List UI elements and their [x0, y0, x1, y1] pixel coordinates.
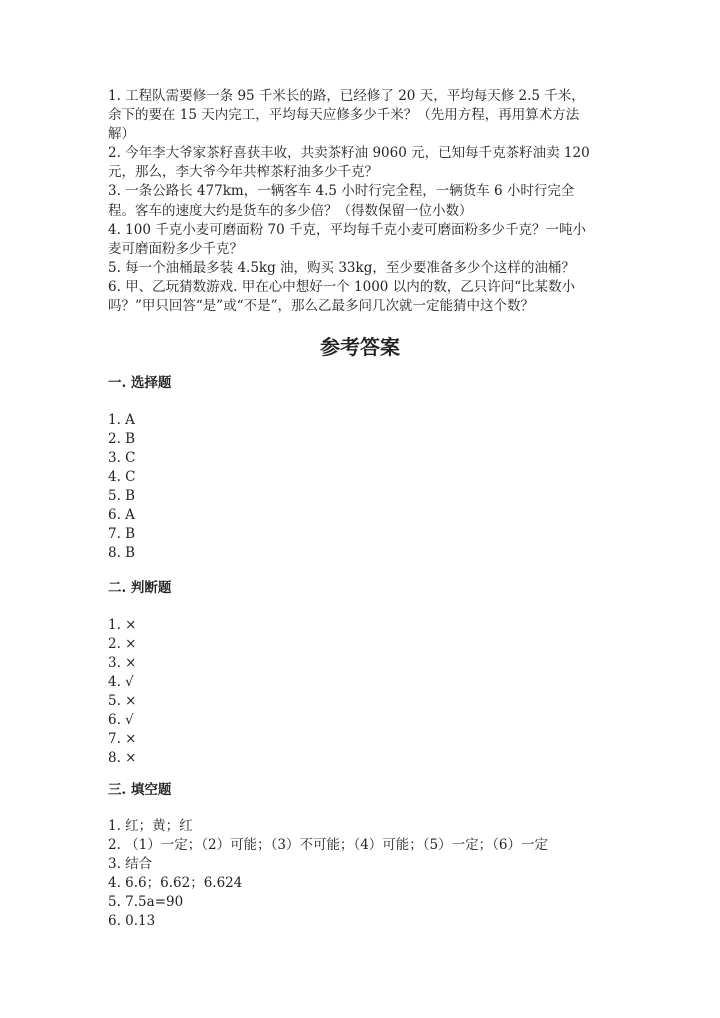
question-line: 2. 今年李大爷家茶籽喜获丰收，共卖茶籽油 9060 元，已知每千克茶籽油卖 120	[108, 145, 590, 162]
answer-item: 5. B	[108, 488, 136, 504]
answer-title: 参考答案	[320, 335, 400, 359]
question-item	[108, 278, 628, 316]
question-item	[108, 259, 628, 278]
question-line: 余下的要在 15 天内完工，平均每天应修多少千米？（先用方程，再用算术方法	[108, 107, 580, 124]
question-line: 程。客车的速度大约是货车的多少倍？（得数保留一位小数）	[108, 202, 473, 219]
question-line: 6. 甲、乙玩猜数游戏. 甲在心中想好一个 1000 以内的数，乙只许问“比某数小	[108, 278, 576, 295]
question-line: 1. 工程队需要修一条 95 千米长的路，已经修了 20 天，平均每天修 2.5 千米，	[108, 88, 585, 104]
question-line: 元，那么，李大爷今年共榨茶籽油多少千克？	[108, 164, 378, 181]
answer-item: 7. B	[108, 526, 136, 542]
answer-item: 5. ×	[108, 693, 137, 709]
question-list	[108, 87, 628, 316]
question-item	[108, 182, 628, 220]
answer-item: 2. ×	[108, 636, 137, 652]
answer-item: 8. ×	[108, 750, 137, 766]
answer-item: 3. 结合	[108, 856, 153, 872]
answer-item: 4. C	[108, 469, 136, 485]
answer-item: 8. B	[108, 545, 136, 561]
question-line: 5. 每一个油桶最多装 4.5kg 油，购买 33kg，至少要准备多少个这样的油桶？	[108, 259, 575, 276]
section-heading-choice: 一. 选择题	[108, 375, 172, 391]
answer-list-fill	[108, 817, 628, 931]
answer-item: 6. 0.13	[108, 913, 156, 929]
question-item	[108, 144, 628, 182]
answer-item: 6. √	[108, 712, 134, 728]
answer-item: 2. B	[108, 431, 136, 447]
question-item	[108, 221, 628, 259]
question-line: 4. 100 千克小麦可磨面粉 70 千克，平均每千克小麦可磨面粉多少千克？一吨小	[108, 221, 586, 238]
answer-item: 3. ×	[108, 655, 137, 671]
answer-list-choice	[108, 411, 628, 563]
answer-item: 4. 6.6；6.62；6.624	[108, 875, 243, 891]
answer-item: 7. ×	[108, 731, 137, 747]
section-heading-judge: 二. 判断题	[108, 580, 172, 596]
answer-item: 4. √	[108, 674, 134, 690]
question-item	[108, 87, 628, 144]
answer-item: 5. 7.5a=90	[108, 894, 184, 910]
question-line: 3. 一条公路长 477km，一辆客车 4.5 小时行完全程，一辆货车 6 小时行完全	[108, 183, 575, 200]
answer-item: 1. 红；黄；红	[108, 818, 193, 834]
answer-item: 3. C	[108, 450, 136, 466]
answer-list-judge	[108, 616, 628, 768]
answer-item: 6. A	[108, 507, 135, 523]
section-heading-fill: 三. 填空题	[108, 782, 172, 798]
answer-item: 2. （1）一定；（2）可能；（3）不可能；（4）可能；（5）一定；（6）一定	[108, 837, 548, 853]
question-line: 麦可磨面粉多少千克？	[108, 240, 243, 257]
answer-item: 1. A	[108, 412, 135, 428]
question-line: 解）	[108, 126, 135, 143]
question-line: 吗？”甲只回答“是”或“不是”，那么乙最多问几次就一定能猜中这个数？	[108, 298, 535, 315]
answer-item: 1. ×	[108, 617, 137, 633]
